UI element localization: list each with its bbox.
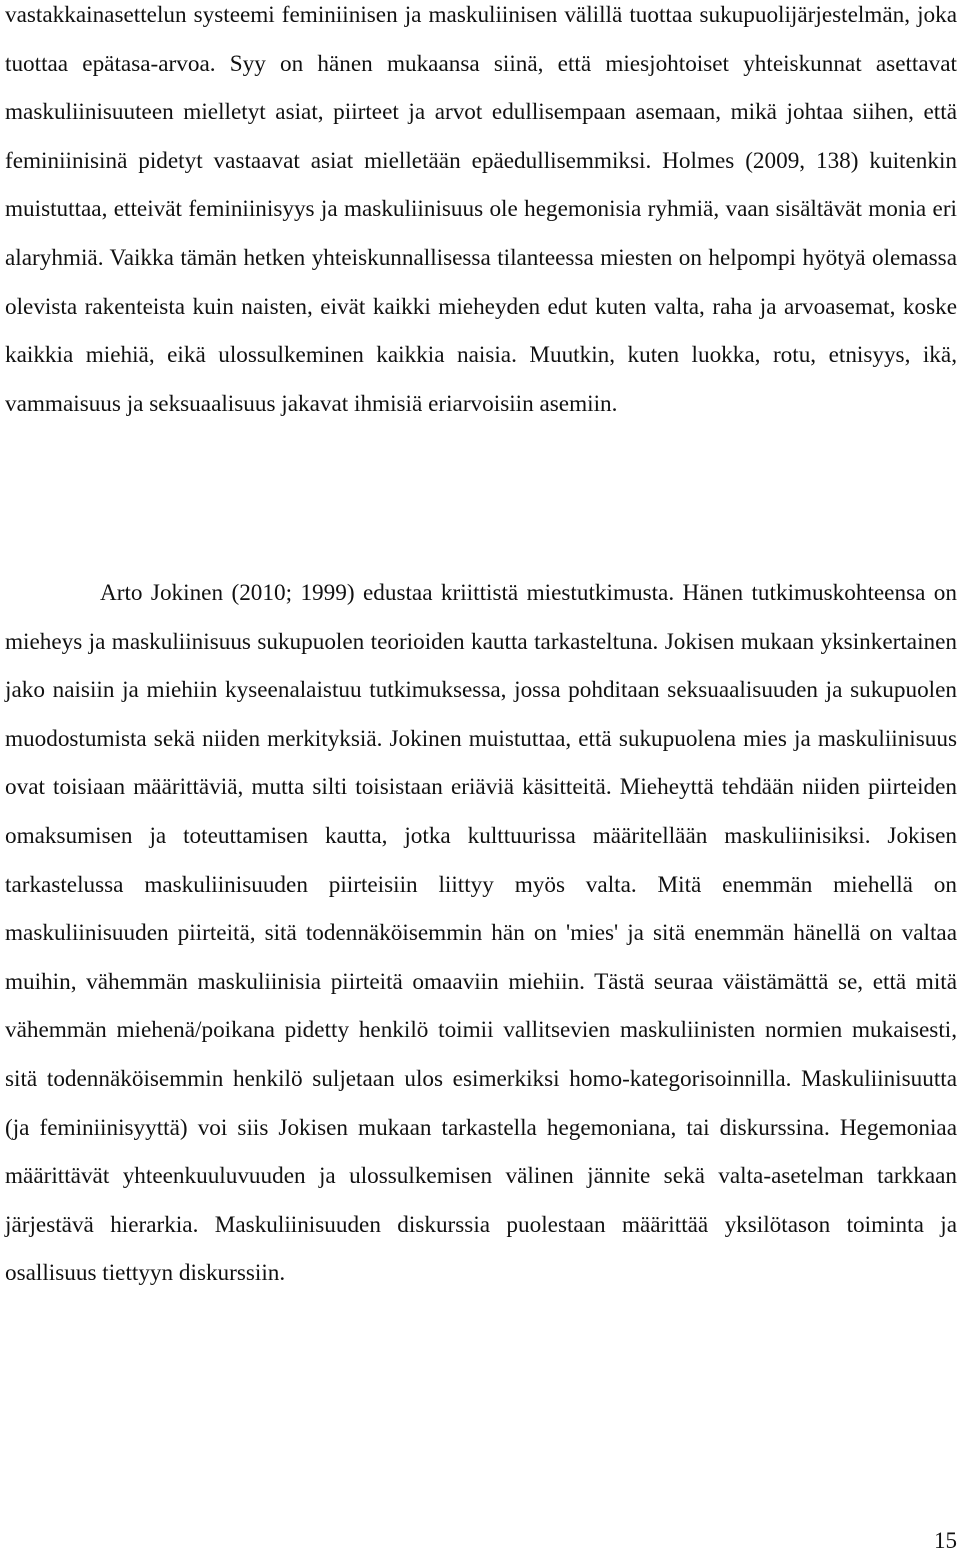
paragraph-2: Arto Jokinen (2010; 1999) edustaa kriittistä miestutkimusta. Hänen tutkimuskohteensa on mieheys ja maskuliinisuus sukupuolen teorioiden kautta tarkasteltuna. Jokisen mukaan yksinkertainen jako naisiin ja miehiin kyseenalaistuu tutkimuksessa, jossa pohditaan seksuaalisuuden ja sukupuolen muodostumista sekä niiden merkityksiä. Jokinen muistuttaa, että sukupuolena mies ja maskuliinisuus ovat toisiaan määrittäviä, mutta silti toisistaan eriäviä käsitteitä. Mieheyttä tehdään niiden piirteiden omaksumisen ja toteuttamisen kautta, jotka kulttuurissa määritellään maskuliinisiksi. Jokisen tarkastelussa maskuliinisuuden piirteisiin liittyy myös valta. Mitä enemmän miehellä on maskuliinisuuden piirteitä, sitä todennäköisemmin hän on 'mies' ja sitä enemmän hänellä on valtaa muihin, vähemmän maskuliinisia piirteitä omaaviin miehiin. Tästä seuraa väistämättä se, että mitä vähemmän miehenä/poikana pidetty henkilö toimii vallitsevien maskuliinisten normien mukaisesti, sitä todennäköisemmin henkilö suljetaan ulos esimerkiksi homo-kategorisoinnilla. Maskuliinisuutta (ja feminiinisyyttä) voi siis Jokisen mukaan tarkastella hegemoniana, tai diskurssina. Hegemoniaa määrittävät yhteenkuuluvuuden ja ulossulkemisen välinen jännite sekä valta-asetelman tarkkaan järjestävä hierarkia. Maskuliinisuuden diskurssia puolestaan määrittää yksilötason toiminta ja osallisuus tiettyyn diskurssiin.: [5, 580, 957, 1287]
paragraph-1: vastakkainasettelun systeemi feminiinisen ja maskuliinisen välillä tuottaa sukupuolijärjestelmän, joka tuottaa epätasa-arvoa. Syy on hänen mukaansa siinä, että miesjohtoiset yhteiskunnat asettavat maskuliinisuuteen mielletyt asiat, piirteet ja arvot edullisempaan asemaan, mikä johtaa siihen, että feminiinisinä pidetyt vastaavat asiat mielletään epäedullisemmiksi. Holmes (2009, 138) kuitenkin muistuttaa, etteivät feminiinisyys ja maskuliinisuus ole hegemonisia ryhmiä, vaan sisältävät monia eri alaryhmiä. Vaikka tämän hetken yhteiskunnallisessa tilanteessa miesten on helpompi hyötyä olemassa olevista rakenteista kuin naisten, eivät kaikki mieheyden edut kuten valta, raha ja arvoasemat, koske kaikkia miehiä, eikä ulossulkeminen kaikkia naisia. Muutkin, kuten luokka, rotu, etnisyys, ikä, vammaisuus ja seksuaalisuus jakavat ihmisiä eriarvoisiin asemiin.: [5, 2, 957, 417]
page-number: 15: [934, 1528, 957, 1553]
